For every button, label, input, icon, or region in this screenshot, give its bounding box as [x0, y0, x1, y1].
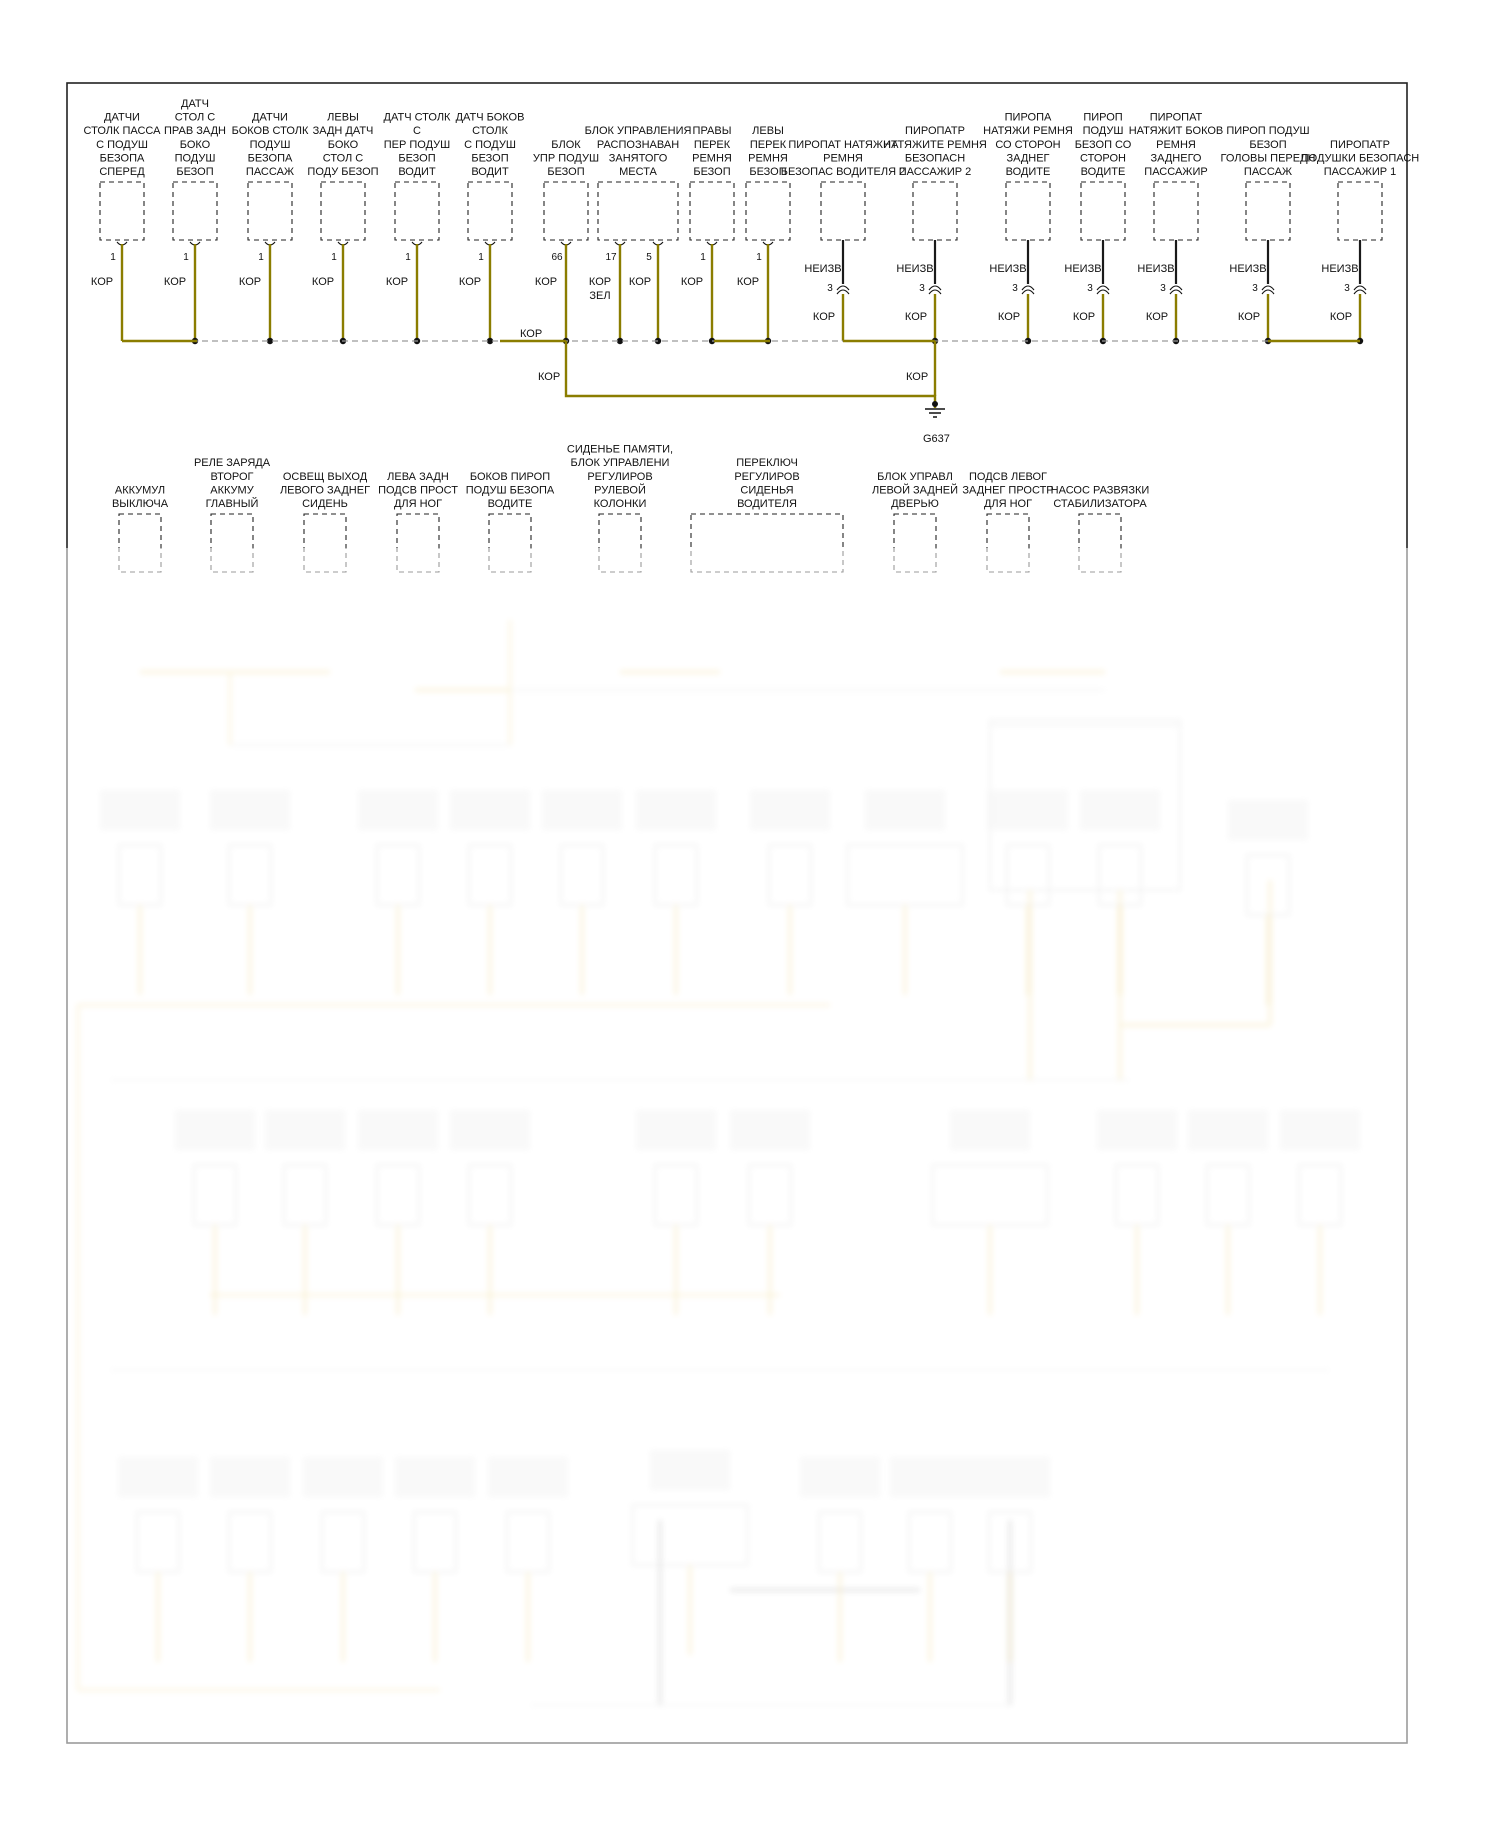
wire-color-c9: КОР	[680, 276, 704, 288]
wire-color-c1: КОР	[90, 276, 114, 288]
component-label-c4: СТОЛ С	[322, 152, 364, 165]
component-label-c14: ПИРОП	[1083, 111, 1123, 124]
wire-color-c11: КОР	[812, 311, 836, 323]
component-label-s2: ВТОРОГ	[210, 470, 254, 483]
component-label-c10: ЛЕВЫ	[752, 125, 784, 138]
wire-color-c12: КОР	[904, 311, 928, 323]
wire-color-c17: КОР	[1329, 311, 1353, 323]
wire-color-2-c8: КОР	[628, 276, 652, 288]
component-label-c3: БОКОВ СТОЛК	[231, 125, 309, 138]
wire-color-c16: КОР	[1237, 311, 1261, 323]
component-box-c13	[1006, 182, 1050, 240]
component-label-c4: ЗАДН ДАТЧ	[312, 125, 374, 138]
component-label-s6: БЛОК УПРАВЛЕНИ	[570, 457, 670, 470]
component-label-s7: СИДЕНЬЯ	[740, 484, 794, 497]
component-label-c10: РЕМНЯ	[748, 152, 788, 165]
component-label-c15: ПАССАЖИР	[1144, 166, 1208, 178]
component-label-s2: ГЛАВНЫЙ	[205, 498, 259, 510]
pin-number-c6: 1	[478, 252, 484, 263]
ground-wire-label-right: КОР	[906, 371, 929, 383]
component-label-s2: АККУМУ	[210, 484, 254, 497]
component-label-c15: РЕМНЯ	[1156, 138, 1196, 151]
component-label-c16: ПАССАЖ	[1243, 166, 1293, 178]
pigtail-color-c12: НЕИЗВ	[896, 263, 934, 275]
component-label-c3: ДАТЧИ	[252, 111, 288, 124]
component-box-c16	[1246, 182, 1290, 240]
component-label-c17: ПОДУШКИ БЕЗОПАСН	[1300, 152, 1420, 165]
component-label-s6: РЕГУЛИРОВ	[587, 470, 653, 483]
component-label-c1: СТОЛК ПАССА	[83, 125, 161, 138]
pin-number-c12: 3	[919, 283, 925, 294]
pin-number-c10: 1	[756, 252, 762, 263]
pin-number-c2: 1	[183, 252, 189, 263]
component-label-c8: МЕСТА	[619, 166, 657, 178]
component-box-c3	[248, 182, 292, 240]
pin-number-2-c8: 5	[646, 252, 652, 263]
component-label-s8: БЛОК УПРАВЛ	[877, 470, 953, 483]
component-label-c6: ВОДИТ	[471, 166, 509, 178]
component-label-s8: ДВЕРЬЮ	[891, 498, 939, 510]
pin-number-c8: 17	[605, 252, 617, 263]
component-label-c1: С ПОДУШ	[96, 138, 148, 151]
component-label-c16: БЕЗОП	[1249, 138, 1287, 151]
component-label-c16: ПИРОП ПОДУШ	[1226, 125, 1310, 138]
component-label-c13: ПИРОПА	[1004, 111, 1052, 124]
component-label-c13: ЗАДНЕГ	[1006, 152, 1050, 165]
wire-color-b-c8: ЗЕЛ	[589, 290, 611, 302]
wire-color-c2: КОР	[163, 276, 187, 288]
component-label-s10: СТАБИЛИЗАТОРА	[1053, 498, 1147, 510]
wire-color-c4: КОР	[311, 276, 335, 288]
component-label-c7: БЛОК	[551, 138, 581, 151]
component-label-s5: ПОДУШ БЕЗОПА	[465, 484, 555, 497]
component-label-c2: ПОДУШ	[174, 152, 216, 165]
component-label-c14: БЕЗОП СО	[1074, 138, 1132, 151]
pin-number-c7: 66	[551, 252, 563, 263]
splice-wire-label: КОР	[520, 328, 543, 340]
pin-number-c15: 3	[1160, 283, 1166, 294]
component-label-c3: БЕЗОПА	[247, 152, 293, 165]
wire-color-c3: КОР	[238, 276, 262, 288]
component-label-c8: РАСПОЗНАВАН	[596, 138, 680, 151]
top-component-labels	[84, 98, 1420, 178]
component-label-c8: ЗАНЯТОГО	[608, 152, 668, 165]
component-box-c9	[690, 182, 734, 240]
component-box-c14	[1081, 182, 1125, 240]
component-box-c10	[746, 182, 790, 240]
pin-number-c13: 3	[1012, 283, 1018, 294]
component-box-c12	[913, 182, 957, 240]
pin-number-c1: 1	[110, 252, 116, 263]
wire-color-c5: КОР	[385, 276, 409, 288]
pigtail-color-c16: НЕИЗВ	[1229, 263, 1267, 275]
pin-number-c14: 3	[1087, 283, 1093, 294]
component-label-c5: БЕЗОП	[398, 152, 436, 165]
component-label-s1: АККУМУЛ	[114, 484, 166, 497]
component-label-s6: КОЛОНКИ	[593, 498, 647, 510]
component-box-c17	[1338, 182, 1382, 240]
component-box-c8	[598, 182, 678, 240]
component-label-s3: СИДЕНЬ	[302, 498, 348, 510]
component-label-c3: ПОДУШ	[249, 138, 291, 151]
top-components	[91, 182, 1382, 344]
pin-number-c11: 3	[827, 283, 833, 294]
blurred-overlay	[60, 548, 1412, 1754]
pin-number-c4: 1	[331, 252, 337, 263]
component-label-s10: НАСОС РАЗВЯЗКИ	[1050, 484, 1150, 497]
connector-c12	[929, 286, 941, 294]
component-label-s3: ОСВЕЩ ВЫХОД	[282, 470, 368, 483]
component-label-c15: ЗАДНЕГО	[1150, 152, 1202, 165]
component-label-c17: ПАССАЖИР 1	[1323, 166, 1397, 178]
pigtail-color-c17: НЕИЗВ	[1321, 263, 1359, 275]
pin-number-c17: 3	[1344, 283, 1350, 294]
wire-color-c7: КОР	[534, 276, 558, 288]
component-label-c5: ПЕР ПОДУШ	[383, 138, 451, 151]
component-label-s5: БОКОВ ПИРОП	[469, 470, 551, 483]
component-label-c1: БЕЗОПА	[99, 152, 145, 165]
component-label-c2: ДАТЧ	[181, 98, 209, 110]
component-box-c1	[100, 182, 144, 240]
pigtail-color-c11: НЕИЗВ	[804, 263, 842, 275]
component-label-c3: ПАССАЖ	[245, 166, 295, 178]
component-label-c2: ПРАВ ЗАДН	[164, 125, 226, 138]
wire-color-c13: КОР	[997, 311, 1021, 323]
connector-c14	[1097, 286, 1109, 294]
component-label-c6: ДАТЧ БОКОВ	[455, 111, 525, 124]
component-label-c14: ВОДИТЕ	[1080, 166, 1126, 178]
component-label-c4: БОКО	[327, 138, 359, 151]
component-label-c11: РЕМНЯ	[823, 152, 863, 165]
component-label-s6: РУЛЕВОЙ	[594, 484, 646, 497]
component-label-c14: СТОРОН	[1080, 152, 1126, 165]
component-label-s7: ВОДИТЕЛЯ	[737, 498, 797, 510]
pin-number-c5: 1	[405, 252, 411, 263]
pin-number-c16: 3	[1252, 283, 1258, 294]
component-label-c16: ГОЛОВЫ ПЕРЕДН	[1220, 152, 1316, 165]
component-label-c13: СО СТОРОН	[995, 138, 1061, 151]
component-label-s8: ЛЕВОЙ ЗАДНЕЙ	[871, 484, 959, 497]
component-label-c11: ПИРОПАТ НАТЯЖИТ	[788, 138, 898, 151]
ground-wire-label-left: КОР	[538, 371, 561, 383]
component-label-c9: РЕМНЯ	[692, 152, 732, 165]
component-label-s2: РЕЛЕ ЗАРЯДА	[193, 457, 271, 470]
component-label-c4: ЛЕВЫ	[327, 111, 359, 124]
component-label-c10: БЕЗОП	[749, 166, 787, 178]
component-label-c12: НАТЯЖИТЕ РЕМНЯ	[883, 138, 987, 151]
component-label-s4: ДЛЯ НОГ	[393, 498, 443, 510]
component-label-s9: ПОДСВ ЛЕВОГ	[968, 470, 1048, 483]
component-label-c15: НАТЯЖИТ БОКОВ	[1128, 125, 1224, 138]
component-label-c9: ПЕРЕК	[693, 138, 731, 151]
component-label-c14: ПОДУШ	[1082, 125, 1124, 138]
wire-color-c15: КОР	[1145, 311, 1169, 323]
component-label-c9: ПРАВЫ	[692, 125, 732, 138]
component-label-c2: СТОЛ С	[174, 111, 216, 124]
ground-return	[566, 341, 945, 417]
component-box-c4	[321, 182, 365, 240]
component-label-s5: ВОДИТЕ	[487, 498, 533, 510]
component-box-c15	[1154, 182, 1198, 240]
pigtail-color-c15: НЕИЗВ	[1137, 263, 1175, 275]
component-box-c2	[173, 182, 217, 240]
component-label-c12: ПИРОПАТР	[905, 125, 965, 138]
pigtail-color-c14: НЕИЗВ	[1064, 263, 1102, 275]
wire-color-c8: КОР	[588, 276, 612, 288]
component-label-c6: БЕЗОП	[471, 152, 509, 165]
component-label-c13: НАТЯЖИ РЕМНЯ	[983, 125, 1073, 138]
pin-number-c3: 1	[258, 252, 264, 263]
component-label-s9: ЗАДНЕГ ПРОСТР	[962, 484, 1054, 497]
connector-c16	[1262, 286, 1274, 294]
ground-label: G637	[923, 433, 950, 445]
connector-c17	[1354, 286, 1366, 294]
component-label-c2: БОКО	[179, 138, 211, 151]
component-label-c7: УПР ПОДУШ	[532, 152, 600, 165]
wire-color-c6: КОР	[458, 276, 482, 288]
component-label-s3: ЛЕВОГО ЗАДНЕГ	[279, 484, 371, 497]
second-row-labels	[112, 444, 1149, 510]
wire-color-c10: КОР	[736, 276, 760, 288]
component-box-c7	[544, 182, 588, 240]
component-label-c5: ВОДИТ	[398, 166, 436, 178]
component-label-c13: ВОДИТЕ	[1005, 166, 1051, 178]
component-label-c8: БЛОК УПРАВЛЕНИЯ	[584, 125, 692, 138]
component-label-s6: СИДЕНЬЕ ПАМЯТИ,	[566, 443, 674, 456]
pin-number-c9: 1	[700, 252, 706, 263]
component-label-c2: БЕЗОП	[176, 166, 214, 178]
connector-c15	[1170, 286, 1182, 294]
component-label-s4: ПОДСВ ПРОСТ	[378, 484, 458, 497]
component-label-c1: ДАТЧИ	[104, 111, 140, 124]
component-label-s7: РЕГУЛИРОВ	[734, 470, 800, 483]
component-label-c5: С	[413, 125, 421, 138]
pigtail-color-c13: НЕИЗВ	[989, 263, 1027, 275]
component-label-c12: БЕЗОПАСН	[904, 152, 966, 165]
component-label-s7: ПЕРЕКЛЮЧ	[736, 457, 798, 470]
component-label-c6: С ПОДУШ	[464, 138, 516, 151]
component-label-c15: ПИРОПАТ	[1149, 111, 1203, 124]
component-box-c6	[468, 182, 512, 240]
component-label-c11: БЕЗОПАС ВОДИТЕЛЯ 2	[780, 166, 906, 178]
component-label-c12: ПАССАЖИР 2	[898, 166, 972, 178]
connector-c13	[1022, 286, 1034, 294]
component-label-c1: СПЕРЕД	[99, 166, 145, 178]
wire-color-c14: КОР	[1072, 311, 1096, 323]
component-label-s9: ДЛЯ НОГ	[983, 498, 1033, 510]
component-label-c10: ПЕРЕК	[749, 138, 787, 151]
component-label-c9: БЕЗОП	[693, 166, 731, 178]
component-label-c17: ПИРОПАТР	[1330, 138, 1390, 151]
component-label-c7: БЕЗОП	[547, 166, 585, 178]
component-label-s1: ВЫКЛЮЧА	[111, 498, 169, 510]
component-label-c6: СТОЛК	[472, 125, 508, 138]
component-label-c5: ДАТЧ СТОЛК	[383, 111, 451, 124]
connector-c11	[837, 286, 849, 294]
component-label-s4: ЛЕВА ЗАДН	[387, 470, 449, 483]
component-box-c11	[821, 182, 865, 240]
component-box-c5	[395, 182, 439, 240]
component-label-c4: ПОДУ БЕЗОП	[307, 166, 379, 178]
